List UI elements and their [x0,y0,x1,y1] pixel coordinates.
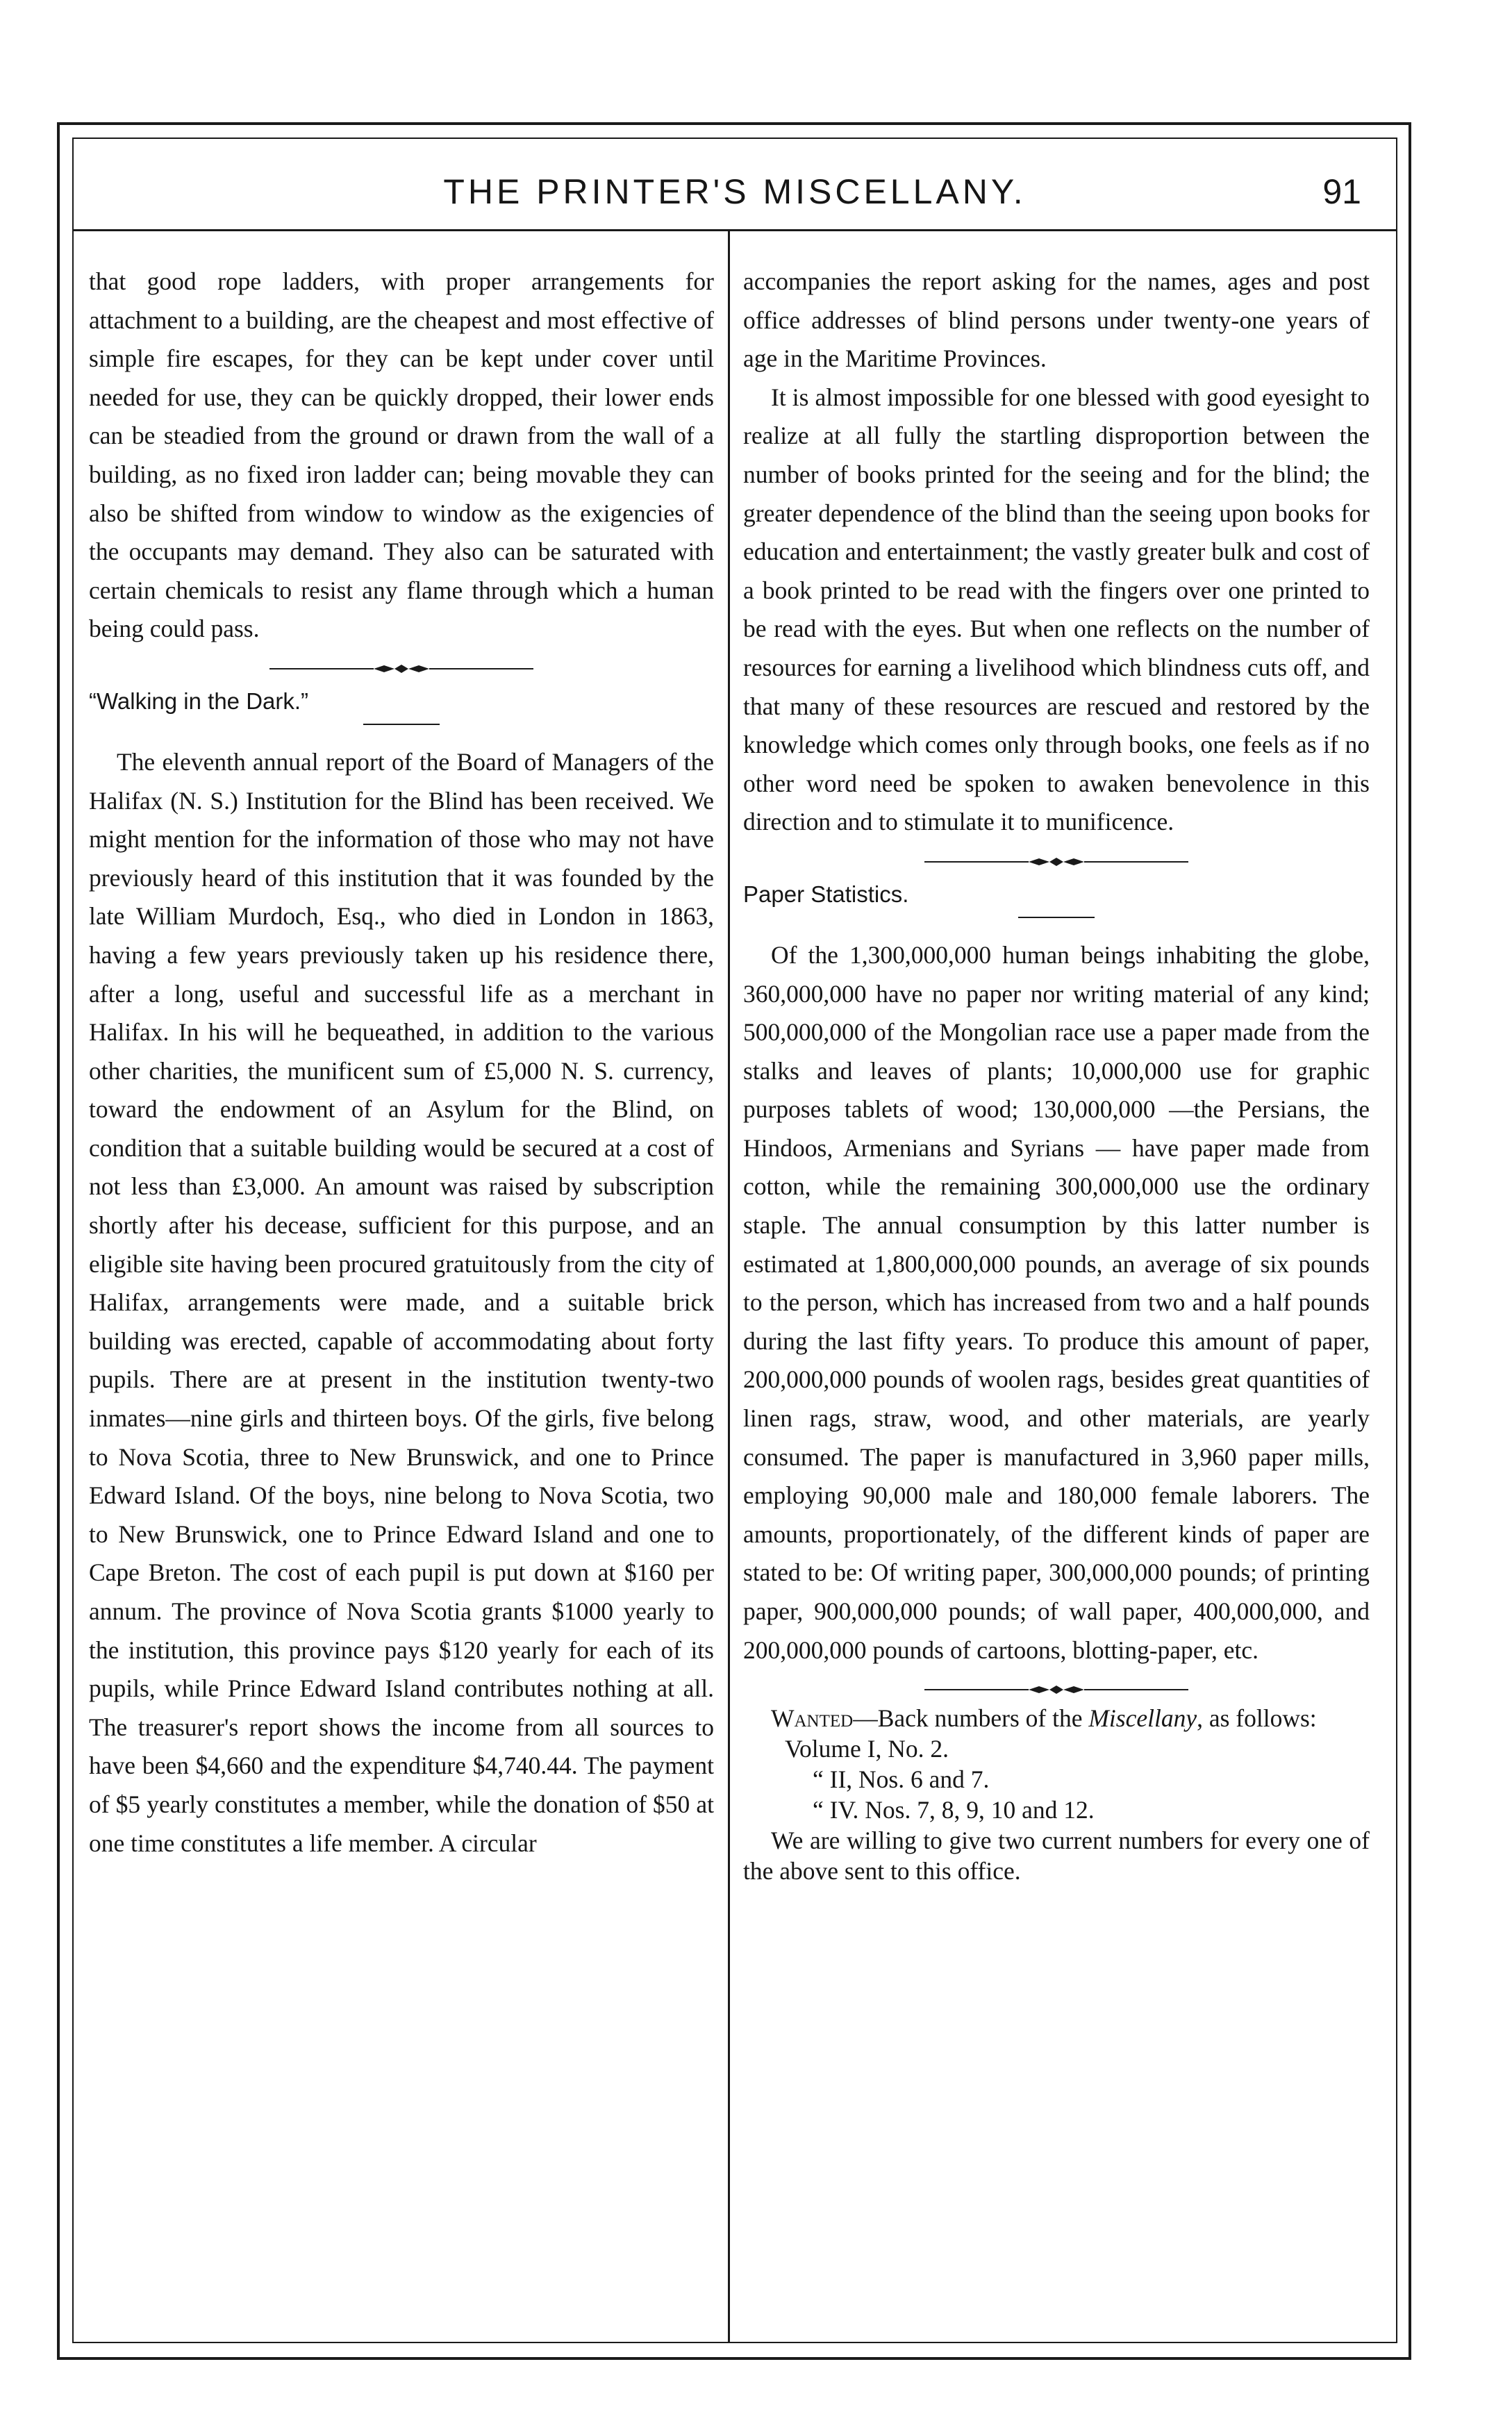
left-column [89,263,714,1863]
wanted-notice [743,1703,1370,1886]
blind-institution-paragraph: The eleventh annual report of the Board of Managers of the Halifax (N. S.) Institution for the Blind has been received. We might mention for the information of those who may not have previously heard of this institution that it was founded by the late William Murdoch, Esq., who died in London in 1863, having a few years previously taken up his residence there, after a long, useful and successful life as a merchant in Halifax. In his will he bequeathed, in addition to the various other charities, the munificent sum of £5,000 N. S. currency, toward the endowment of an Asylum for the Blind, on condition that a suitable building would be secured at a cost of not less than £3,000. An amount was raised by subscription shortly after his decease, sufficient for this purpose, and an eligible site having been procured gratuitously from the city of Halifax, arrangements were made, and a suitable brick building was erected, capable of accommodating about forty pupils. There are at present in the institution twenty-two inmates—nine girls and thirteen boys. Of the girls, five belong to Nova Scotia, three to New Brunswick, and one to Prince Edward Island. Of the boys, nine belong to Nova Scotia, two to New Brunswick, one to Prince Edward Island and one to Cape Breton. The cost of each pupil is put down at $160 per annum. The province of Nova Scotia grants $1000 yearly to the institution, this province pays $120 yearly for each of its pupils, while Prince Edward Island contributes nothing at all. The treasurer's report shows the income from all sources to have been $4,660 and the expenditure $4,740.44. The payment of $5 yearly constitutes a member, while the donation of $50 at one time constitutes a life member. A circular [89,747,714,1857]
journal-title: THE PRINTER'S MISCELLANY. [443,172,1027,211]
miscellany-italic: Miscellany [1088,1704,1197,1733]
wanted-closing: We are willing to give two current numbers for every one of the above sent to this office. [743,1826,1370,1886]
wanted-volume-line: “ II, Nos. 6 and 7. [813,1765,990,1794]
running-header [72,164,1397,231]
wanted-intro: Wanted—Back numbers of the Miscellany, as follows: [771,1704,1317,1733]
ornament-divider-icon [269,664,533,674]
heading-rule [363,724,440,725]
ornament-divider-icon [924,1685,1188,1695]
circular-paragraph: accompanies the report asking for the names, ages and post office addresses of blind persons under twenty-one years of age in the Maritime Provinces. [743,267,1370,373]
paper-statistics-paragraph: Of the 1,300,000,000 human beings inhabiting the globe, 360,000,000 have no paper nor writing material of any kind; 500,000,000 of the Mongolian race use a paper made from the stalks and leaves of plants; 10,000,000 use for graphic purposes tablets of wood; 130,000,000 —the Persians, the Hindoos, Armenians and Syrians — have paper made from cotton, while the remaining 300,000,000 use the ordinary staple. The annual consumption by this latter number is estimated at 1,800,000,000 pounds, an average of six pounds to the person, which has increased from two and a half pounds during the last fifty years. To produce this amount of paper, 200,000,000 pounds of woolen rags, besides great quantities of linen rags, straw, wood, and other materials, are yearly consumed. The paper is manufactured in 3,960 paper mills, employing 90,000 male and 180,000 female laborers. The amounts, proportionately, of the different kinds of paper are stated to be: Of writing paper, 300,000,000 pounds; of printing paper, 900,000,000 pounds; of wall paper, 400,000,000, and 200,000,000 pounds of cartoons, blotting-paper, etc. [743,940,1370,1664]
wanted-volume-line: Volume I, No. 2. [785,1735,949,1763]
wanted-label: Wanted [771,1704,854,1733]
header-rule [72,229,1397,231]
article-heading-paper-statistics: Paper Statistics. [743,881,909,907]
right-column [743,263,1370,1886]
heading-rule [1018,917,1095,918]
ornament-divider-icon [924,857,1188,867]
fire-escape-paragraph: that good rope ladders, with proper arrangements for attachment to a building, are the cheapest and most effective of simple fire escapes, for they can be kept under cover until needed for use, they can be quickly dropped, their lower ends can be steadied from the ground or drawn from the wall of a building, as no fixed iron ladder can; being movable they can also be shifted from window to window as the exigencies of the occupants may demand. They also can be saturated with certain chemicals to resist any flame through which a human being could pass. [89,267,714,643]
wanted-volume-line: “ IV. Nos. 7, 8, 9, 10 and 12. [813,1796,1095,1824]
column-divider [728,231,730,2342]
page-number: 91 [1322,172,1361,211]
books-for-blind-paragraph: It is almost impossible for one blessed with good eyesight to realize at all fully the startling disproportion between the number of books printed for the seeing and for the blind; the greater dependence of the blind than the seeing upon books for education and entertainment; the vastly greater bulk and cost of a book printed to be read with the fingers over one printed to be read with the eyes. But when one reflects on the number of resources for earning a livelihood which blindness cuts off, and that many of these resources are rescued and restored by the knowledge which comes only through books, one feels as if no other word need be spoken to awaken benevolence in this direction and to stimulate it to munificence. [743,383,1370,836]
article-heading-walking: “Walking in the Dark.” [89,688,309,714]
